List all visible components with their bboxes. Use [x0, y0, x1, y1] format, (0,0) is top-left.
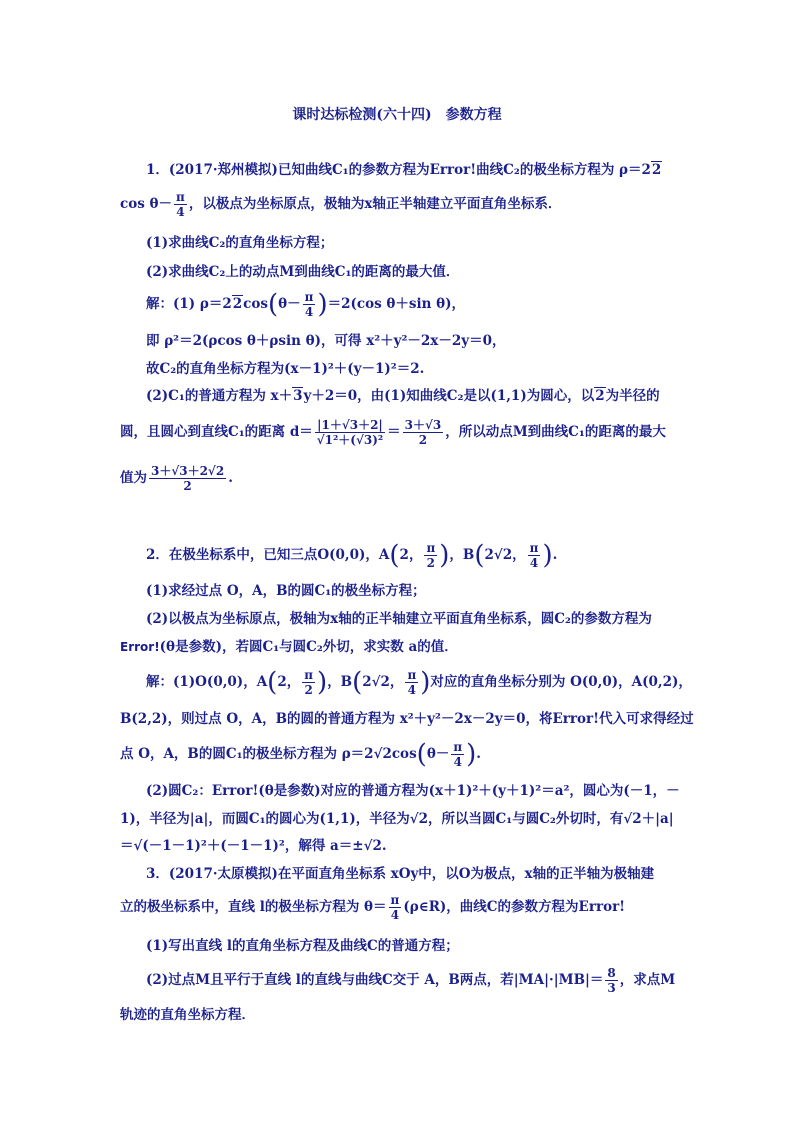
q2-solution-line6: ＝√(－1－1)²＋(－1－1)²，解得 a＝±√2. [120, 838, 387, 854]
q1-part2: (2)求曲线C₂上的动点M到曲线C₁的距离的最大值． [146, 264, 460, 280]
q3-part2: (2)过点M且平行于直线 l的直线与曲线C交于 A，B两点，若|MA|·|MB|＝ $\frac{8}{3}$ ，求点M [146, 966, 676, 995]
q1-line1 [146, 158, 662, 178]
q2-solution-line2: B(2,2)，则过点 O，A，B的圆的普通方程为 x²＋y²－2x－2y＝0，将Error!代入可求得经过 [120, 711, 694, 727]
page-title: 课时达标检测(六十四) 参数方程 [292, 107, 502, 123]
fraction: $\frac{\pi}{2}$ [304, 668, 314, 697]
fraction: $\frac{\pi}{4}$ [304, 290, 314, 319]
q3-line2: 立的极坐标系中，直线 l的极坐标方程为 θ＝ $\frac{\pi}{4}$ (ρ∈R)，曲线C的参数方程为Error! [120, 893, 626, 922]
q1-text: ，以极点为坐标原点，极轴为x轴正半轴建立平面直角坐标系． [188, 196, 562, 212]
q1-solution-line2: 即 ρ²＝2(ρcos θ＋ρsin θ)，可得 x²＋y²－2x－2y＝0， [146, 333, 506, 349]
fraction: $\frac{|1+√3+2|}{\text{√1²＋(√3)²}}$ [316, 418, 384, 447]
q2-solution-line4: (2)圆C₂：Error!(θ是参数)对应的普通方程为(x＋1)²＋(y＋1)²＝a²，圆心为(－1，－ [146, 783, 680, 799]
q3-line1: 3．(2017·太原模拟)在平面直角坐标系 xOy中，以O为极点，x轴的正半轴为极轴建 [146, 866, 655, 882]
q1-solution-line6: 值为 $\frac{3+√3+2√2}{2}$ . [120, 464, 233, 493]
fraction: $\frac{3+√3}{2}$ [404, 418, 442, 447]
fraction: $\frac{\pi}{4}$ [390, 893, 400, 922]
q1-solution-line1: 解：(1) ρ＝22cos(θ－ $\frac{\pi}{4}$ )＝2(cos θ＋sin θ)， [146, 289, 466, 320]
q2-line1: 2．在极坐标系中，已知三点O(0,0)，A(2， $\frac{\pi}{2}$ )，B(2√2， $\frac{\pi}{4}$ ). [146, 540, 558, 571]
fraction: $\frac{8}{3}$ [607, 966, 616, 995]
q2-solution-line1: 解：(1)O(0,0)，A(2， $\frac{\pi}{2}$ )，B(2√2， $\frac{\pi}{4}$ )对应的直角坐标分别为 O(0,0)，A(0,2)， [146, 667, 692, 698]
q2-part2: (2)以极点为坐标原点，极轴为x轴的正半轴建立平面直角坐标系，圆C₂的参数方程为 [146, 611, 652, 627]
q2-part2-cont: Error!(θ是参数)，若圆C₁与圆C₂外切，求实数 a的值． [120, 639, 458, 655]
fraction: $\frac{\pi}{2}$ [426, 541, 436, 570]
q1-solution-line3: 故C₂的直角坐标方程为(x－1)²＋(y－1)²＝2. [146, 361, 425, 377]
q2-solution-line5: 1)，半径为|a|，而圆C₁的圆心为(1,1)，半径为√2，所以当圆C₁与圆C₂外切时，有√2＋|a| [120, 811, 674, 827]
fraction: $\frac{\pi}{4}$ [453, 740, 463, 769]
q3-part1: (1)写出直线 l的直角坐标方程及曲线C的普通方程； [146, 938, 459, 954]
fraction: $\frac{\pi}{4}$ [529, 541, 539, 570]
q1-part1: (1)求曲线C₂的直角坐标方程； [146, 235, 334, 251]
fraction: $\frac{\pi}{4}$ [176, 190, 185, 219]
q1-solution-line5: 圆，且圆心到直线C₁的距离 d＝ $\frac{|1+√3+2|}{\text{√1²＋(√3)²}}$ ＝ $\frac{3+√3}{2}$ ，所以动点M到曲线C₁的距离的最大 [120, 418, 666, 447]
fraction: $\frac{\pi}{4}$ [407, 668, 417, 697]
fraction: $\frac{3+√3+2√2}{2}$ [151, 464, 225, 493]
q1-line2 [120, 190, 561, 219]
q3-part2-cont: 轨迹的直角坐标方程． [120, 1007, 255, 1023]
q1-stem-text: 1．(2017·郑州模拟)已知曲线C₁的参数方程为Error!曲线C₂的极坐标方程为 ρ＝2 [146, 162, 651, 178]
q1-solution-line4: (2)C₁的普通方程为 x＋3y＋2＝0，由(1)知曲线C₂是以(1,1)为圆心，以2为半径的 [146, 388, 660, 404]
q2-solution-line3: 点 O，A，B的圆C₁的极坐标方程为 ρ＝2√2cos(θ－ $\frac{\pi}{4}$ ). [120, 739, 481, 770]
q2-part1: (1)求经过点 O，A，B的圆C₁的极坐标方程； [146, 583, 426, 599]
sqrt-value: 2 [651, 162, 662, 178]
q1-text: cos θ－ [120, 196, 173, 212]
